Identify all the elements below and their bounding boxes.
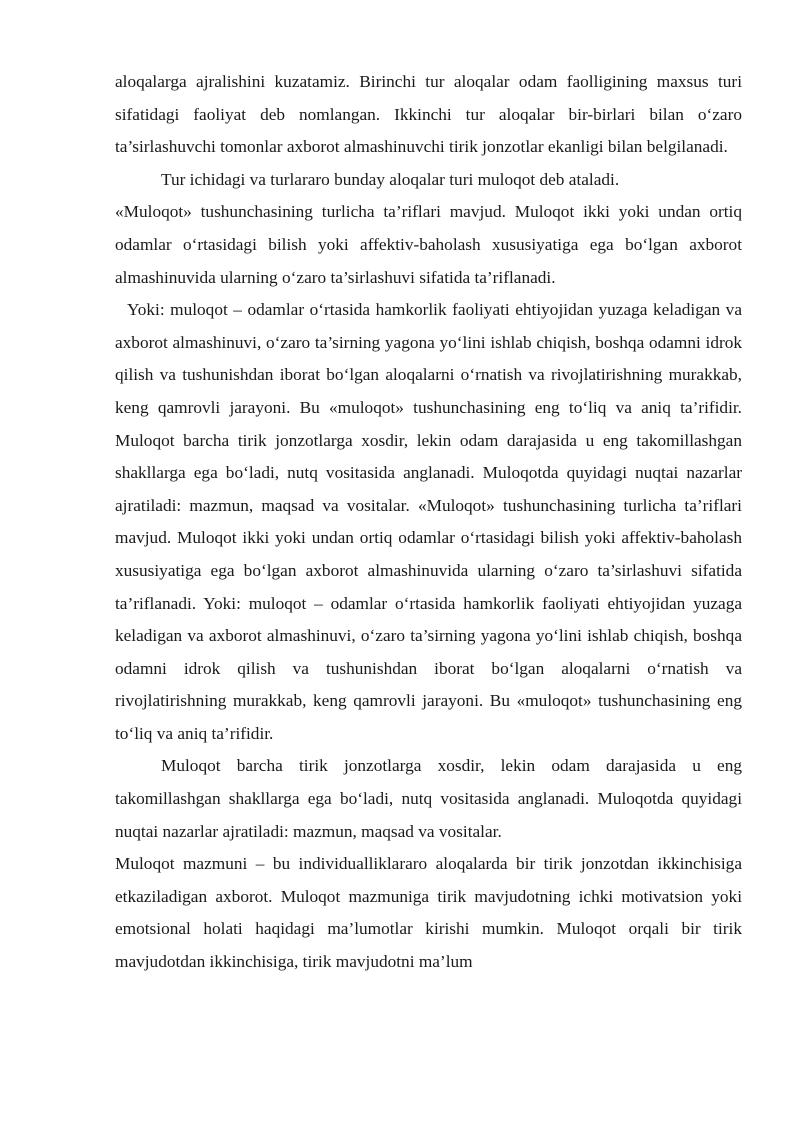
paragraph-1: aloqalarga ajralishini kuzatamiz. Birinchi tur aloqalar odam faolligining maxsus turi sifatidagi faoliyat deb nomlangan. Ikkinchi tur aloqalar bir-birlari bilan o‘zaro ta’sirlashuvchi tomonlar axborot almashinuvchi tirik jonzotlar ekanligi bilan belgilanadi. [115, 72, 742, 157]
paragraph-3: «Muloqot» tushunchasining turlicha ta’riflari mavjud. Muloqot ikki yoki undan ortiq odamlar o‘rtasidagi bilish yoki affektiv-baholash xususiyatiga ega bo‘lgan axborot almashinuvida ularning o‘zaro ta’sirlashuvi sifatida ta’riflanadi. [115, 202, 742, 287]
paragraph-5: Muloqot barcha tirik jonzotlarga xosdir, lekin odam darajasida u eng takomillashgan shakllarga ega bo‘ladi, nutq vositasida anglanadi. Muloqotda quyidagi nuqtai nazarlar ajratiladi: mazmun, maqsad va vositalar. [115, 756, 742, 841]
paragraph-6: Muloqot mazmuni – bu individualliklararo aloqalarda bir tirik jonzotdan ikkinchisiga etkaziladigan axborot. Muloqot mazmuniga tirik mavjudotning ichki motivatsion yoki emotsional holati haqidagi ma’lumotlar kirishi mumkin. Muloqot orqali bir tirik mavjudotdan ikkinchisiga, tirik mavjudotni ma’lum [115, 854, 742, 972]
paragraph-4: Yoki: muloqot – odamlar o‘rtasida hamkorlik faoliyati ehtiyojidan yuzaga keladigan va axborot almashinuvi, o‘zaro ta’sirning yagona yo‘lini ishlab chiqish, boshqa odamni idrok qilish va tushunishdan iborat bo‘lgan aloqalarni o‘rnatish va rivojlatirishning murakkab, keng qamrovli jarayoni. Bu «muloqot» tushunchasining eng to‘liq va aniq ta’rifidir. Muloqot barcha tirik jonzotlarga xosdir, lekin odam darajasida u eng takomillashgan shakllarga ega bo‘ladi, nutq vositasida anglanadi. Muloqotda quyidagi nuqtai nazarlar ajratiladi: mazmun, maqsad va vositalar. «Muloqot» tushunchasining turlicha ta’riflari mavjud. Muloqot ikki yoki undan ortiq odamlar o‘rtasidagi bilish yoki affektiv-baholash xususiyatiga ega bo‘lgan axborot almashinuvida ularning o‘zaro ta’sirlashuvi sifatida ta’riflanadi. Yoki: muloqot – odamlar o‘rtasida hamkorlik faoliyati ehtiyojidan yuzaga keladigan va axborot almashinuvi, o‘zaro ta’sirning yagona yo‘lini ishlab chiqish, boshqa odamni idrok qilish va tushunishdan iborat bo‘lgan aloqalarni o‘rnatish va rivojlatirishning murakkab, keng qamrovli jarayoni. Bu «muloqot» tushunchasining eng to‘liq va aniq ta’rifidir. [115, 300, 742, 743]
document-body [115, 66, 742, 979]
paragraph-2: Tur ichidagi va turlararo bunday aloqalar turi muloqot deb ataladi. [161, 169, 620, 189]
